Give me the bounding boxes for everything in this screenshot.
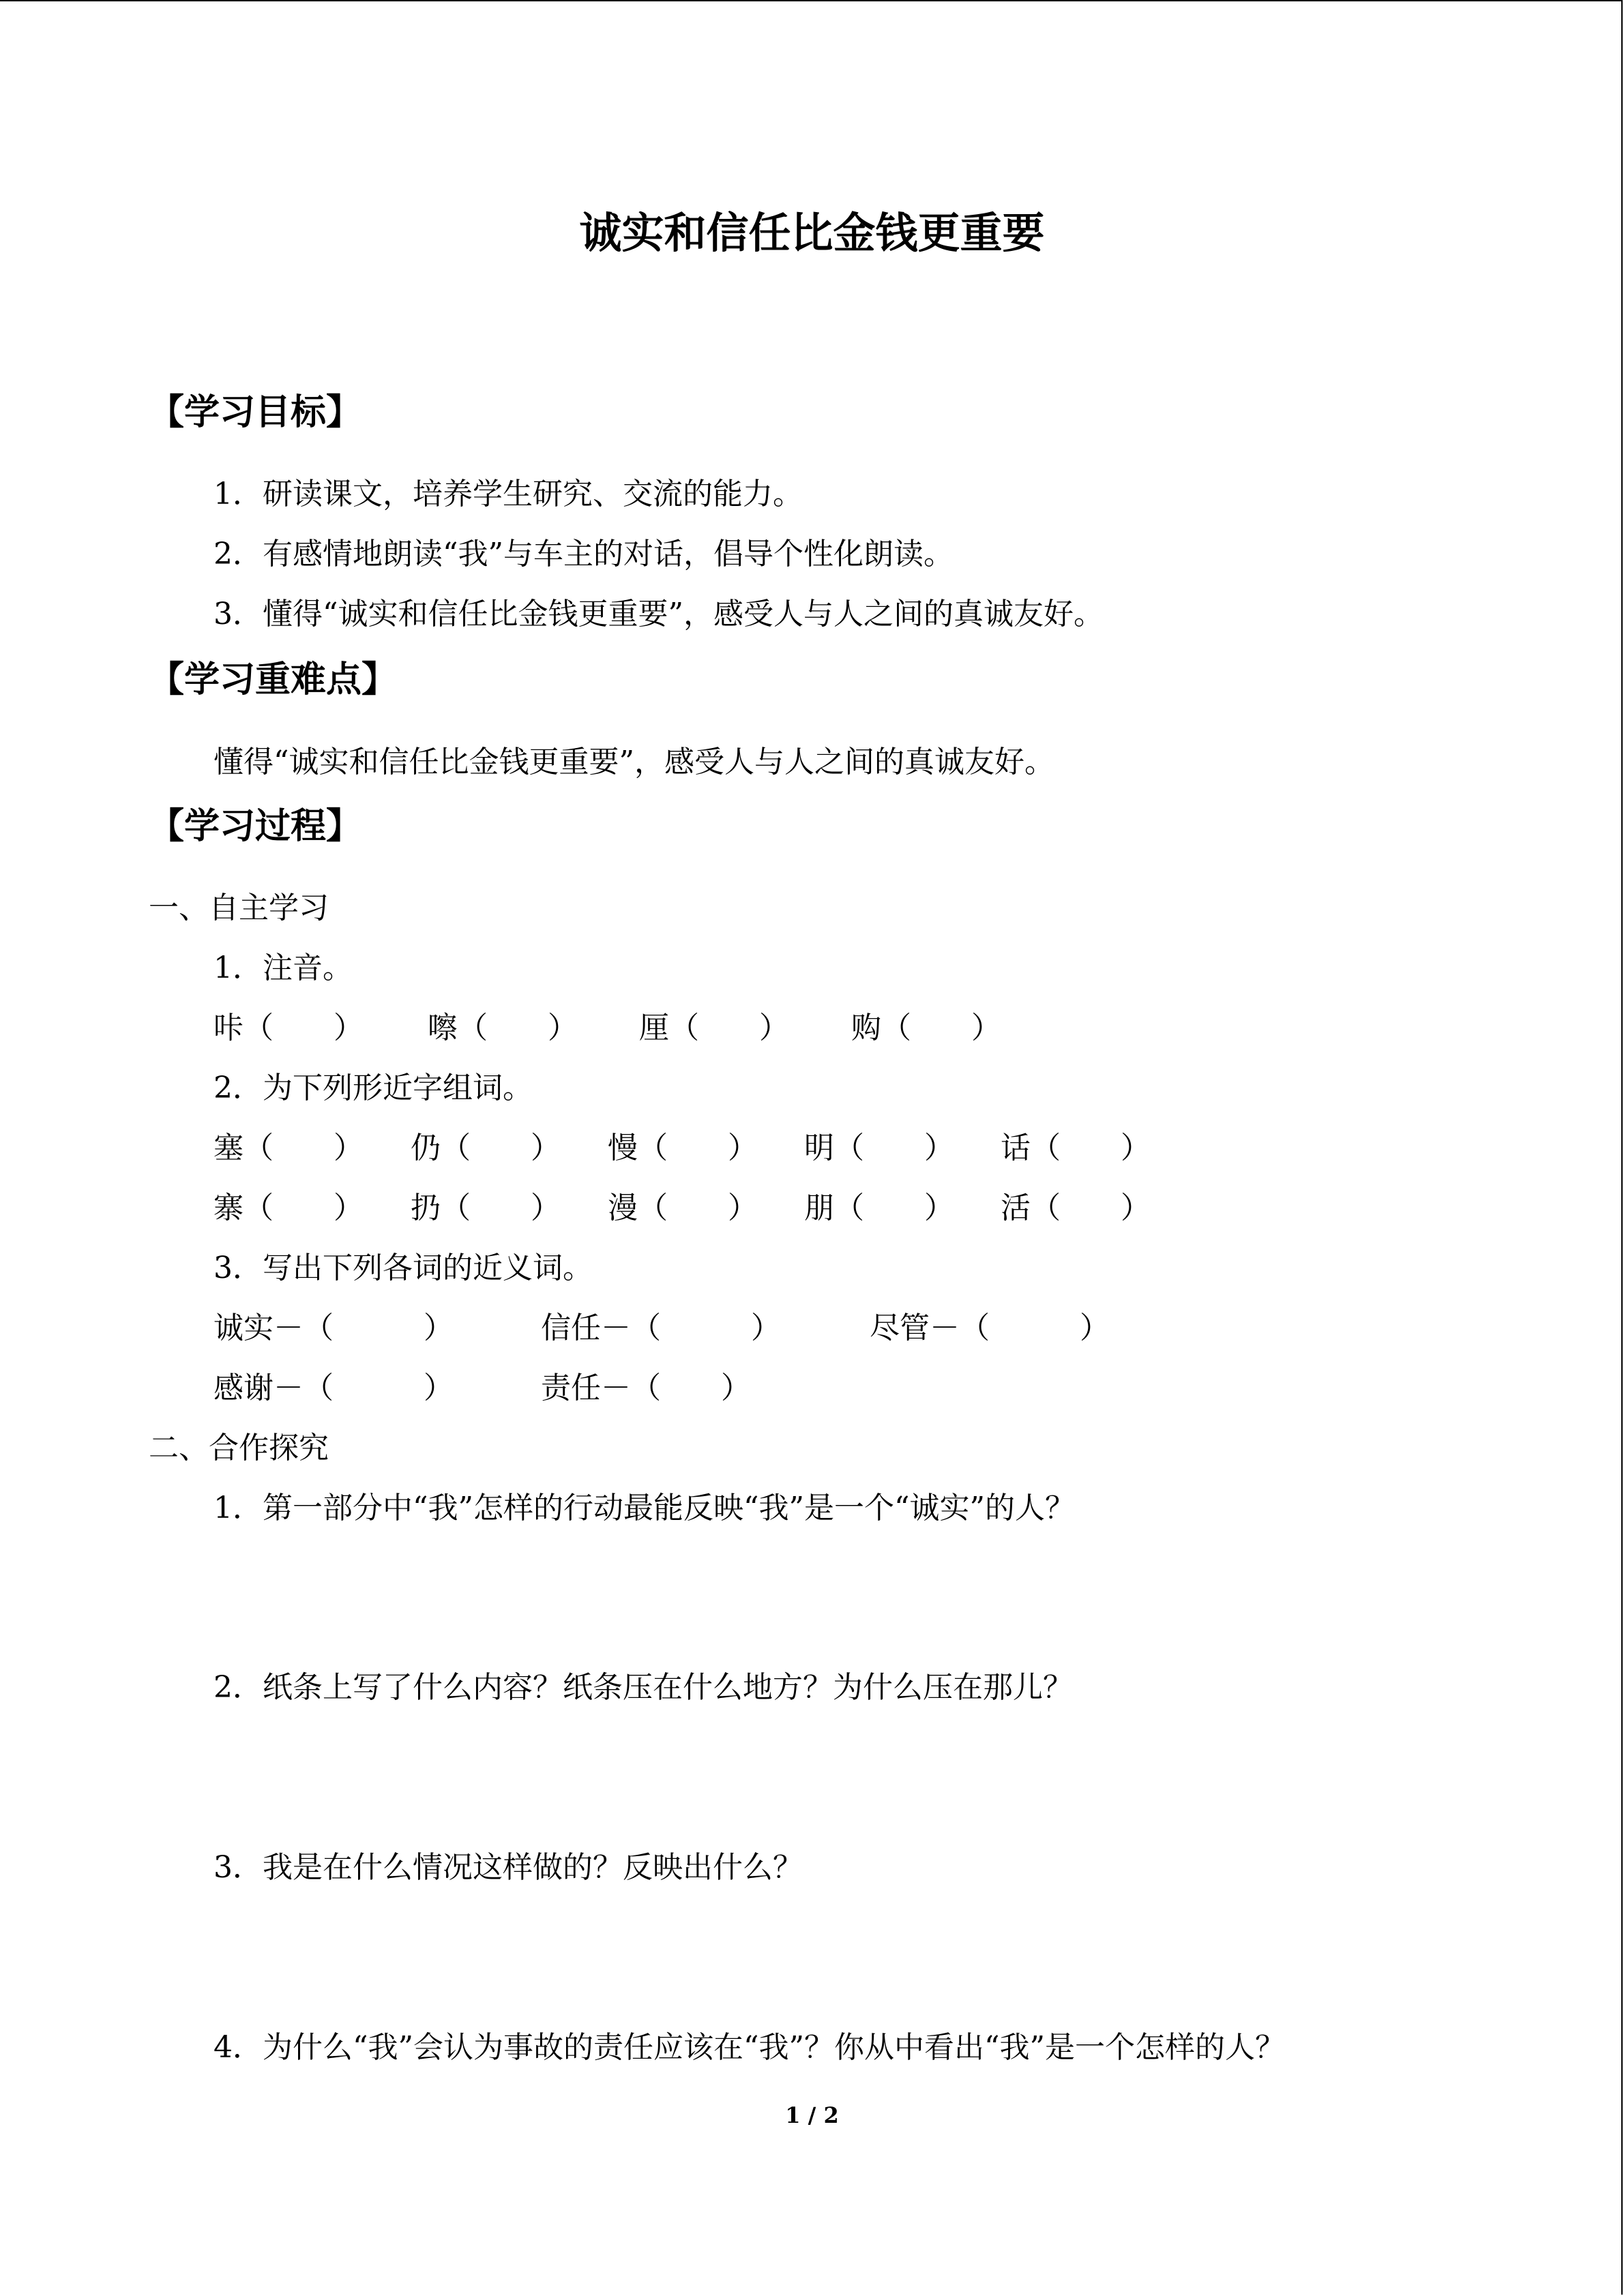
cooperation-label: 二、合作探究	[149, 1431, 329, 1465]
goal-item: 3．懂得“诚实和信任比金钱更重要”，感受人与人之间的真诚友好。	[213, 597, 1104, 631]
heading-key-points: 【学习重难点】	[149, 659, 398, 700]
cooperation-question: 2．纸条上写了什么内容？纸条压在什么地方？为什么压在那儿？	[213, 1670, 1073, 1705]
word-blank[interactable]: 扔（ ）	[411, 1191, 561, 1225]
q1-prompt: 1．注音。	[213, 951, 353, 985]
synonym-blank[interactable]: 尽管－（ ）	[870, 1311, 1110, 1345]
pinyin-blank[interactable]: 咔（ ）	[213, 1011, 364, 1045]
word-blank[interactable]: 寨（ ）	[213, 1191, 364, 1225]
word-blank[interactable]: 活（ ）	[1001, 1191, 1151, 1225]
synonym-blank[interactable]: 信任－（ ）	[541, 1311, 781, 1345]
goal-item: 2．有感情地朗读“我”与车主的对话，倡导个性化朗读。	[213, 537, 954, 571]
heading-process: 【学习过程】	[149, 806, 362, 847]
pinyin-blank[interactable]: 厘（ ）	[639, 1011, 789, 1045]
key-points-text: 懂得“诚实和信任比金钱更重要”，感受人与人之间的真诚友好。	[213, 745, 1054, 779]
cooperation-question: 4．为什么“我”会认为事故的责任应该在“我”？你从中看出“我”是一个怎样的人？	[213, 2030, 1285, 2065]
cooperation-question: 3．我是在什么情况这样做的？反映出什么？	[213, 1850, 803, 1885]
q2-prompt: 2．为下列形近字组词。	[213, 1071, 533, 1105]
synonym-blank[interactable]: 诚实－（ ）	[213, 1311, 454, 1345]
word-blank[interactable]: 仍（ ）	[411, 1131, 561, 1165]
word-blank[interactable]: 朋（ ）	[804, 1191, 954, 1225]
word-blank[interactable]: 漫（ ）	[608, 1191, 758, 1225]
heading-goals: 【学习目标】	[149, 392, 362, 433]
cooperation-question: 1．第一部分中“我”怎样的行动最能反映“我”是一个“诚实”的人？	[213, 1491, 1075, 1525]
pinyin-blank[interactable]: 购（ ）	[851, 1011, 1001, 1045]
q3-prompt: 3．写出下列各词的近义词。	[213, 1251, 593, 1285]
page-number: 1 / 2	[785, 2102, 839, 2128]
word-blank[interactable]: 塞（ ）	[213, 1131, 364, 1165]
synonym-blank[interactable]: 感谢－（ ）	[213, 1371, 454, 1405]
pinyin-blank[interactable]: 嚓（ ）	[428, 1011, 578, 1045]
word-blank[interactable]: 慢（ ）	[608, 1131, 758, 1165]
word-blank[interactable]: 明（ ）	[804, 1131, 954, 1165]
goal-item: 1．研读课文，培养学生研究、交流的能力。	[213, 477, 803, 511]
synonym-blank[interactable]: 责任－（ ）	[541, 1371, 751, 1405]
page-title: 诚实和信任比金钱更重要	[579, 208, 1045, 258]
word-blank[interactable]: 话（ ）	[1001, 1131, 1151, 1165]
self-study-label: 一、自主学习	[149, 891, 329, 925]
